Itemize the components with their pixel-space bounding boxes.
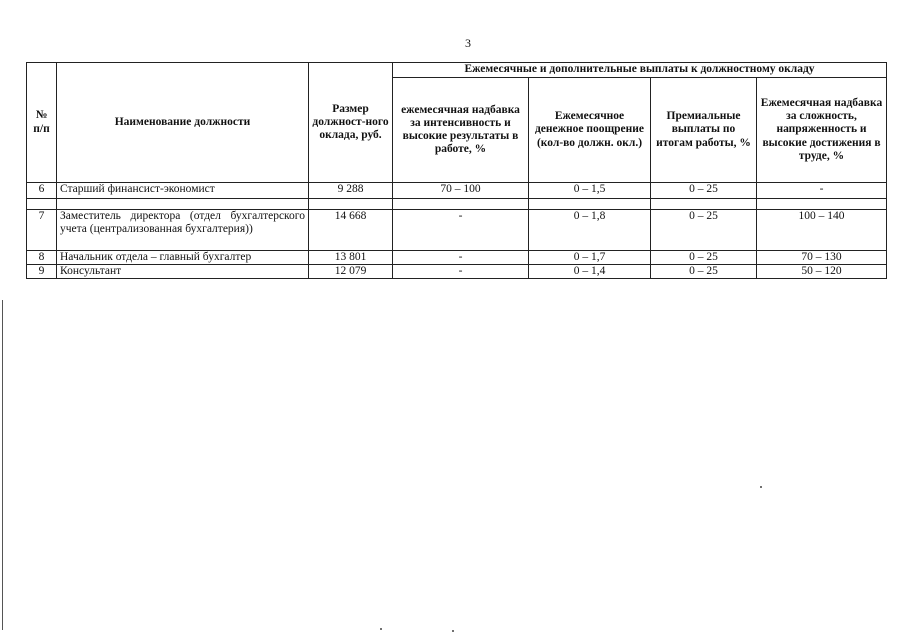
cell-intensity: -: [393, 210, 529, 251]
cell-bonus: 0 – 25: [651, 210, 757, 251]
spacer-cell: [27, 199, 57, 210]
header-intensity: ежемесячная надбавка за интенсивность и высокие результаты в работе, %: [393, 78, 529, 183]
cell-complexity: -: [757, 183, 887, 199]
header-row-top: [27, 63, 887, 78]
header-incentive: Ежемесячное денежное поощрение (кол-во должн. окл.): [529, 78, 651, 183]
cell-position: Заместитель директора (отдел бухгалтерского учета (централизованная бухгалтерия)): [57, 210, 309, 251]
cell-bonus: 0 – 25: [651, 251, 757, 265]
cell-salary: 14 668: [309, 210, 393, 251]
cell-position: Старший финансист-экономист: [57, 183, 309, 199]
table-row: [27, 210, 887, 251]
header-num: № п/п: [27, 63, 57, 183]
cell-num: 7: [27, 210, 57, 251]
cell-num: 8: [27, 251, 57, 265]
page-number: 3: [465, 36, 471, 50]
cell-incentive: 0 – 1,5: [529, 183, 651, 199]
cell-incentive: 0 – 1,7: [529, 251, 651, 265]
header-payments-group: Ежемесячные и дополнительные выплаты к должностному окладу: [393, 63, 887, 78]
cell-intensity: -: [393, 265, 529, 279]
cell-bonus: 0 – 25: [651, 183, 757, 199]
table-row: [27, 183, 887, 199]
header-bonus: Премиальные выплаты по итогам работы, %: [651, 78, 757, 183]
cell-num: 9: [27, 265, 57, 279]
cell-complexity: 100 – 140: [757, 210, 887, 251]
cell-incentive: 0 – 1,8: [529, 210, 651, 251]
scan-margin-line: [2, 300, 3, 630]
spacer-cell: [309, 199, 393, 210]
spacer-cell: [57, 199, 309, 210]
header-salary: Размер должност-ного оклада, руб.: [309, 63, 393, 183]
table-row: [27, 265, 887, 279]
spacer-cell: [393, 199, 529, 210]
cell-position: Консультант: [57, 265, 309, 279]
cell-position: Начальник отдела – главный бухгалтер: [57, 251, 309, 265]
spacer-cell: [529, 199, 651, 210]
cell-complexity: 70 – 130: [757, 251, 887, 265]
cell-salary: 13 801: [309, 251, 393, 265]
table-row: [27, 251, 887, 265]
scan-speck: [380, 628, 382, 630]
cell-intensity: 70 – 100: [393, 183, 529, 199]
spacer-cell: [651, 199, 757, 210]
table-spacer-row: [27, 199, 887, 210]
cell-intensity: -: [393, 251, 529, 265]
header-complexity: Ежемесячная надбавка за сложность, напряженность и высокие достижения в труде, %: [757, 78, 887, 183]
cell-salary: 9 288: [309, 183, 393, 199]
header-position: Наименование должности: [57, 63, 309, 183]
scan-speck: [760, 486, 762, 488]
cell-salary: 12 079: [309, 265, 393, 279]
cell-incentive: 0 – 1,4: [529, 265, 651, 279]
cell-bonus: 0 – 25: [651, 265, 757, 279]
salary-table: [26, 62, 887, 279]
cell-complexity: 50 – 120: [757, 265, 887, 279]
scan-speck: [452, 630, 454, 632]
spacer-cell: [757, 199, 887, 210]
cell-num: 6: [27, 183, 57, 199]
